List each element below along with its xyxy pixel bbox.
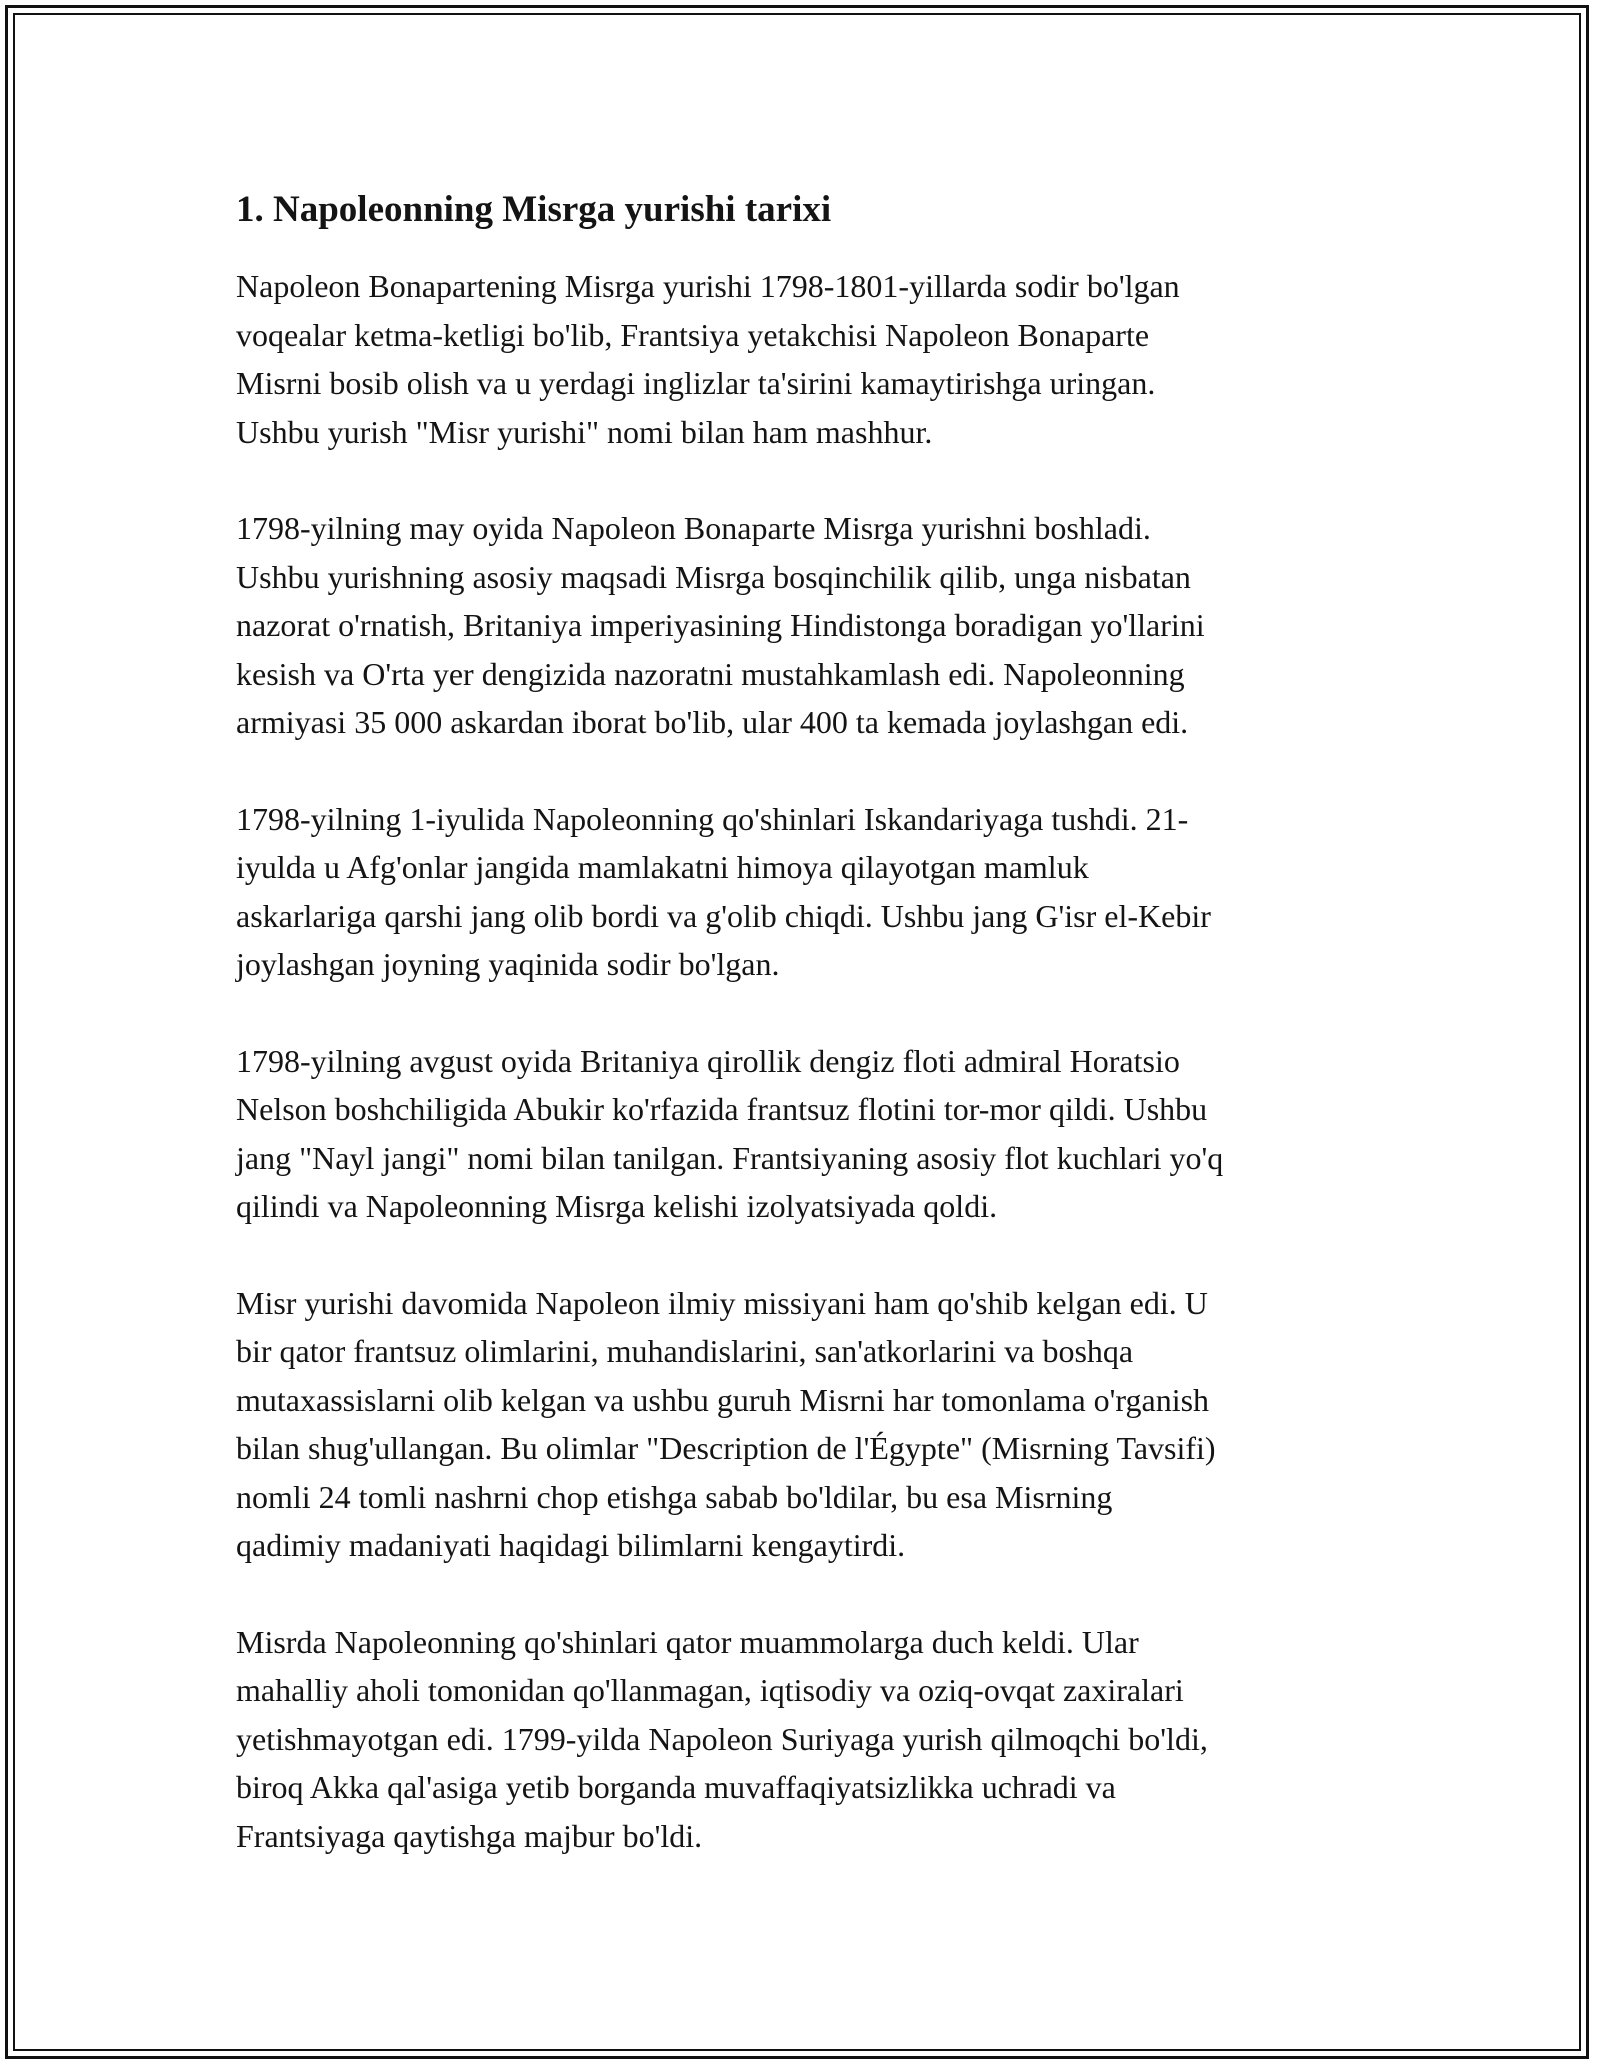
paragraph-line: yetishmayotgan edi. 1799-yilda Napoleon Suriyaga yurish qilmoqchi bo'ldi, xyxy=(236,1720,1208,1757)
paragraph-line: Nelson boshchiligida Abukir ko'rfazida frantsuz flotini tor-mor qildi. Ushbu xyxy=(236,1091,1208,1127)
paragraph-line: voqealar ketma-ketligi bo'lib, Frantsiya yetakchisi Napoleon Bonaparte xyxy=(236,316,1150,353)
paragraph xyxy=(236,262,1396,456)
paragraph-line: joylashgan joyning yaqinida sodir bo'lgan. xyxy=(236,946,780,982)
page-title: 1. Napoleonning Misrga yurishi tarixi xyxy=(236,189,832,230)
paragraph-line: mahalliy aholi tomonidan qo'llanmagan, iqtisodiy va oziq-ovqat zaxiralari xyxy=(236,1672,1184,1708)
paragraph-line: iyulda u Afg'onlar jangida mamlakatni himoya qilayotgan mamluk xyxy=(236,849,1089,885)
paragraph-line: Ushbu yurish "Misr yurishi" nomi bilan ham mashhur. xyxy=(236,413,933,450)
paragraph xyxy=(236,1279,1396,1570)
paragraph xyxy=(236,504,1396,747)
paragraph-line: qadimiy madaniyati haqidagi bilimlarni kengaytirdi. xyxy=(236,1527,906,1563)
paragraph-list xyxy=(236,262,1396,1860)
paragraph-line: Misrda Napoleonning qo'shinlari qator muammolarga duch keldi. Ular xyxy=(236,1623,1139,1660)
paragraph xyxy=(236,1037,1396,1231)
paragraph-line: kesish va O'rta yer dengizida nazoratni mustahkamlash edi. Napoleonning xyxy=(236,655,1185,692)
paragraph-line: biroq Akka qal'asiga yetib borganda muvaffaqiyatsizlikka uchradi va xyxy=(236,1769,1116,1805)
paragraph-line: mutaxassislarni olib kelgan va ushbu guruh Misrni har tomonlama o'rganish xyxy=(236,1381,1210,1418)
paragraph-line: qilindi va Napoleonning Misrga kelishi izolyatsiyada qoldi. xyxy=(236,1188,998,1224)
paragraph-line: Frantsiyaga qaytishga majbur bo'ldi. xyxy=(236,1817,703,1854)
paragraph-line: 1798-yilning may oyida Napoleon Bonaparte Misrga yurishni boshladi. xyxy=(236,510,1151,546)
paragraph-line: Napoleon Bonapartening Misrga yurishi 1798-1801-yillarda sodir bo'lgan xyxy=(236,268,1180,304)
paragraph-line: Misrni bosib olish va u yerdagi inglizlar ta'sirini kamaytirishga uringan. xyxy=(236,365,1156,401)
paragraph-line: 1798-yilning 1-iyulida Napoleonning qo'shinlari Iskandariyaga tushdi. 21- xyxy=(236,800,1189,837)
paragraph-line: armiyasi 35 000 askardan iborat bo'lib, ular 400 ta kemada joylashgan edi. xyxy=(236,704,1189,740)
paragraph-line: askarlariga qarshi jang olib bordi va g'olib chiqdi. Ushbu jang G'isr el-Kebir xyxy=(236,897,1211,934)
paragraph-line: nomli 24 tomli nashrni chop etishga sabab bo'ldilar, bu esa Misrning xyxy=(236,1478,1113,1515)
paragraph-line: 1798-yilning avgust oyida Britaniya qirollik dengiz floti admiral Horatsio xyxy=(236,1042,1180,1079)
document-body xyxy=(236,186,1396,1908)
paragraph xyxy=(236,1618,1396,1861)
paragraph xyxy=(236,795,1396,989)
paragraph-line: Misr yurishi davomida Napoleon ilmiy missiyani ham qo'shib kelgan edi. U xyxy=(236,1284,1208,1321)
paragraph-line: bilan shug'ullangan. Bu olimlar "Description de l'Égypte" (Misrning Tavsifi) xyxy=(236,1430,1216,1466)
paragraph-line: jang "Nayl jangi" nomi bilan tanilgan. Frantsiyaning asosiy flot kuchlari yo'q xyxy=(236,1139,1224,1176)
paragraph-line: Ushbu yurishning asosiy maqsadi Misrga bosqinchilik qilib, unga nisbatan xyxy=(236,558,1191,595)
paragraph-line: nazorat o'rnatish, Britaniya imperiyasining Hindistonga boradigan yo'llarini xyxy=(236,607,1205,643)
paragraph-line: bir qator frantsuz olimlarini, muhandislarini, san'atkorlarini va boshqa xyxy=(236,1333,1134,1369)
